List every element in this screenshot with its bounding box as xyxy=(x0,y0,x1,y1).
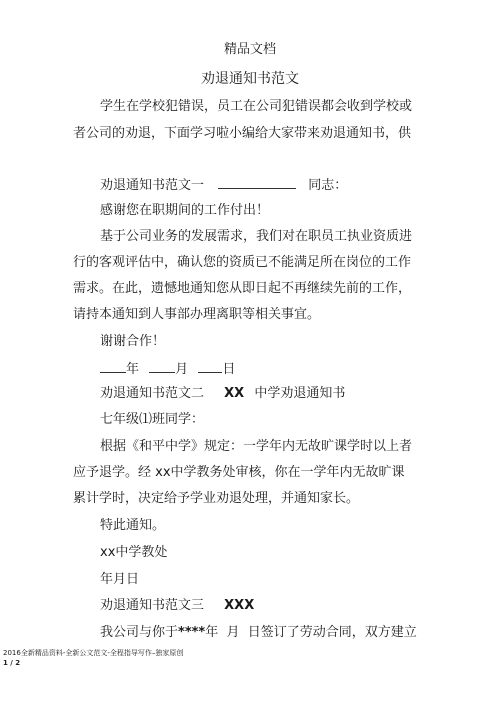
sample1-heading: 劝退通知书范文一 xyxy=(100,178,205,193)
para3-text-b: 年 月 日签订了劳动合同，双方建立 xyxy=(205,625,417,640)
document-title: 劝退通知书范文 xyxy=(201,71,299,87)
sample2-xx: XX xyxy=(224,386,245,401)
name-blank xyxy=(218,176,296,189)
para2-line-1: 根据《和平中学》规定：一学年内无故旷课学时以上者 xyxy=(100,439,413,454)
para2-line-2: 应予退学。经 xx中学教务处审核，你在一学年内无故旷课 xyxy=(73,465,405,480)
sample1-heading-line xyxy=(100,176,347,195)
date-month: 月 xyxy=(175,362,189,377)
intro-line-1: 学生在学校犯错误，员工在公司犯错误都会收到学校或 xyxy=(100,99,413,114)
date-year: 年 xyxy=(126,362,140,377)
para1-line-2: 行的客观评估中，确认您的资质已不能满足所在岗位的工作 xyxy=(73,255,412,270)
sample1-tongzhi: 同志： xyxy=(308,178,348,193)
sample3-heading-line xyxy=(100,597,254,615)
para1-line-1: 基于公司业务的发展需求，我们对在职员工执业资质进 xyxy=(100,229,413,244)
school-office: xx中学教处 xyxy=(100,545,168,560)
cooperation-line: 谢谢合作！ xyxy=(100,334,166,349)
page-number: 1 / 2 xyxy=(3,659,21,667)
date-day: 日 xyxy=(222,362,236,377)
month-blank xyxy=(149,360,175,373)
thanks-line: 感谢您在职期间的工作付出！ xyxy=(100,203,270,218)
para3-line-1 xyxy=(100,624,417,642)
day-blank xyxy=(198,360,222,373)
ymd-line: 年月日 xyxy=(100,572,140,587)
sample2-title: 中学劝退通知书 xyxy=(254,386,346,401)
para2-line-3: 累计学时，决定给予学业劝退处理，并通知家长。 xyxy=(73,491,360,506)
date-line xyxy=(100,360,235,379)
para3-stars: **** xyxy=(178,625,206,640)
sample3-xxx: XXX xyxy=(224,598,255,613)
intro-line-2: 者公司的劝退，下面学习啦小编给大家带来劝退通知书，供 xyxy=(73,126,412,141)
header-label: 精品文档 xyxy=(223,42,276,57)
sample2-heading-line xyxy=(100,385,345,403)
sample2-heading: 劝退通知书范文二 xyxy=(100,386,205,401)
footer-note: 2016全新精品资料-全新公文范文-全程指导写作–独家原创 xyxy=(3,649,184,657)
para1-line-3: 需求。在此，遗憾地通知您从即日起不再继续先前的工作， xyxy=(73,281,412,296)
notice-end: 特此通知。 xyxy=(100,518,166,533)
year-blank xyxy=(100,360,126,373)
sample3-heading: 劝退通知书范文三 xyxy=(100,598,205,613)
para3-text-a: 我公司与你于 xyxy=(100,625,179,640)
para1-line-4: 请持本通知到人事部办理离职等相关事宜。 xyxy=(73,307,321,322)
class-line: 七年级⑴班同学： xyxy=(100,412,205,427)
